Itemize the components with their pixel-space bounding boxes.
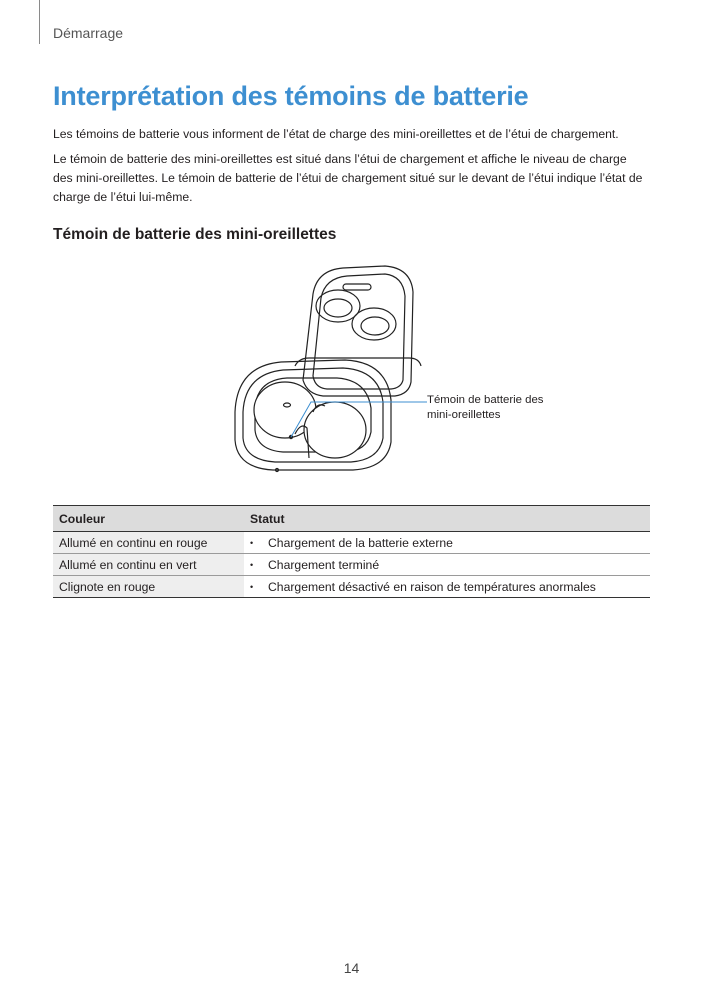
color-cell: Clignote en rouge [53, 576, 244, 598]
bullet-icon: • [250, 559, 254, 570]
margin-rule [39, 0, 40, 44]
page-number: 14 [343, 960, 360, 976]
bullet-icon: • [250, 537, 254, 548]
status-cell [244, 532, 650, 554]
detail-paragraph: Le témoin de batterie des mini-oreillettes est situé dans l’étui de chargement et affiche le niveau de charge des mini-oreillettes. Le témoin de batterie de l’étui de chargement situé sur le devant de l’étui indique l’état de charge de l’étui lui-même. [53, 152, 643, 204]
battery-status-table [53, 505, 650, 598]
table-row [53, 554, 650, 576]
table-row [53, 532, 650, 554]
section-label: Démarrage [53, 25, 124, 41]
table-row [53, 576, 650, 598]
color-cell: Allumé en continu en rouge [53, 532, 244, 554]
table-header-row [53, 506, 650, 532]
subsection-heading: Témoin de batterie des mini-oreillettes [53, 226, 337, 243]
status-text: Chargement terminé [268, 557, 380, 572]
battery-indicator-callout: Témoin de batterie des mini-oreillettes [427, 394, 544, 421]
bullet-icon: • [250, 581, 254, 592]
status-text: Chargement désactivé en raison de températures anormales [268, 579, 596, 594]
column-header-status: Statut [244, 506, 650, 532]
status-cell [244, 576, 650, 598]
earbuds-case-illustration [225, 262, 565, 482]
page-title: Interprétation des témoins de batterie [53, 81, 529, 111]
color-cell: Allumé en continu en vert [53, 554, 244, 576]
column-header-color: Couleur [53, 506, 244, 532]
status-text: Chargement de la batterie externe [268, 535, 453, 550]
status-cell [244, 554, 650, 576]
earbuds-case-drawing [225, 262, 565, 482]
intro-paragraph: Les témoins de batterie vous informent de l’état de charge des mini-oreillettes et de l’étui de chargement. [53, 127, 619, 141]
